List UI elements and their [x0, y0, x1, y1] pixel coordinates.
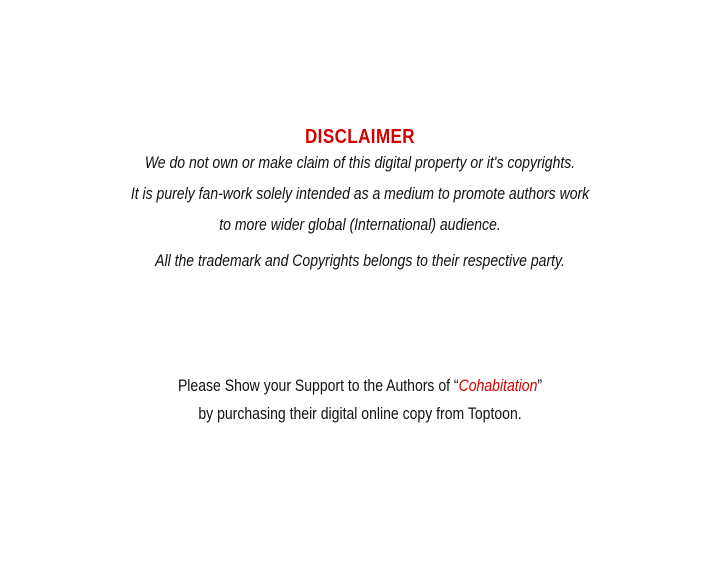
disclaimer-paragraph1-line3: to more wider global (International) audience. — [219, 216, 501, 234]
series-title: Cohabitation — [458, 377, 538, 395]
support-note-line2: by purchasing their digital online copy from Toptoon. — [198, 405, 522, 423]
disclaimer-paragraph1-line1: We do not own or make claim of this digital property or it's copyrights. — [144, 154, 576, 172]
disclaimer-title: DISCLAIMER — [304, 126, 416, 149]
support-note-line1 — [54, 377, 666, 396]
disclaimer-paragraph2: All the trademark and Copyrights belongs to their respective party. — [155, 252, 565, 270]
support-text-prefix: Please Show your Support to the Authors of “ — [177, 377, 459, 395]
disclaimer-paragraph1-line2: It is purely fan-work solely intended as a medium to promote authors work — [130, 185, 590, 203]
support-text-suffix: ” — [537, 377, 543, 395]
